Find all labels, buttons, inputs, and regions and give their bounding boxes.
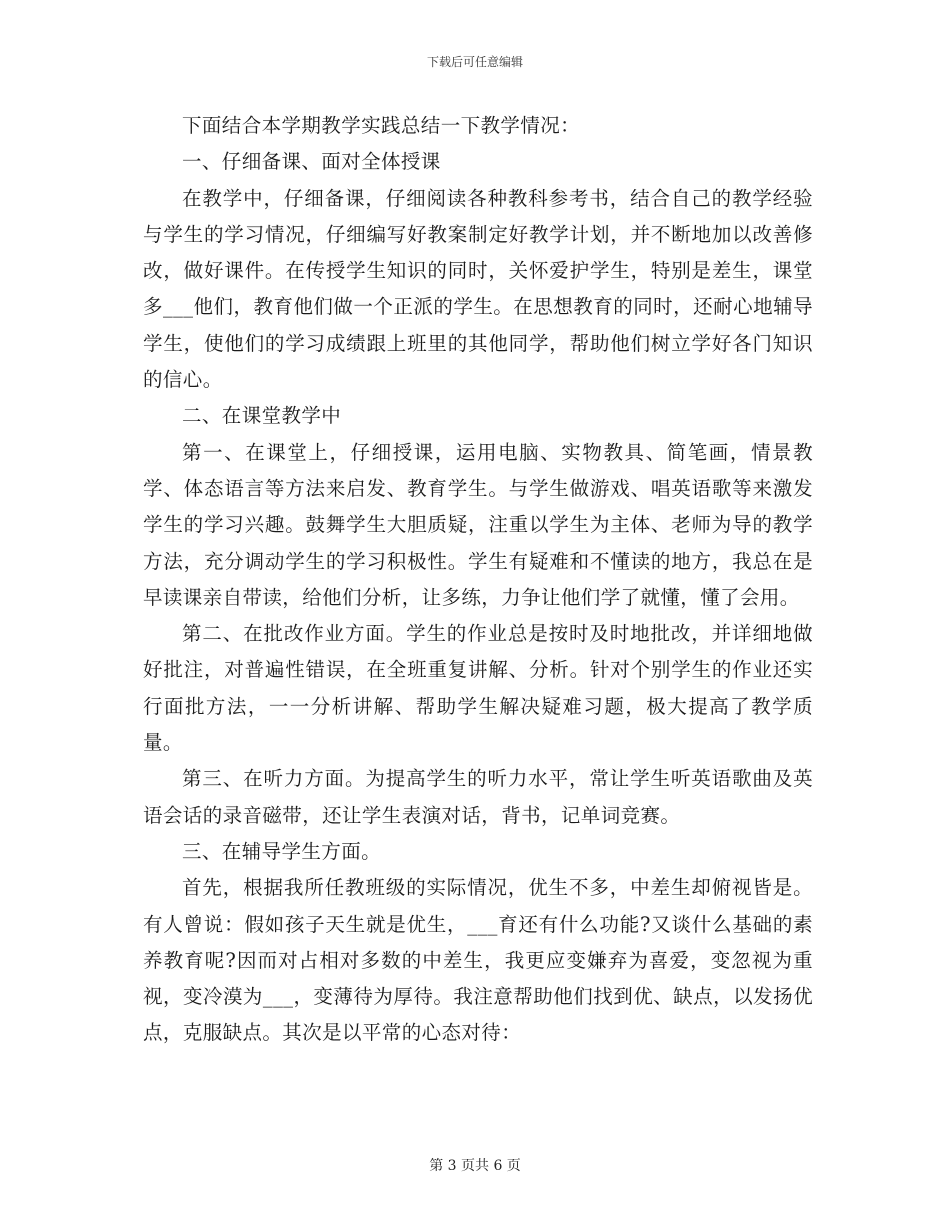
- paragraph-point-3: 第三、在听力方面。为提高学生的听力水平，常让学生听英语歌曲及英语会话的录音磁带，还让学生表演对话，背书，记单词竞赛。: [143, 767, 813, 827]
- paragraph-point-2: 第二、在批改作业方面。学生的作业总是按时及时地批改，并详细地做好批注，对普遍性错误，在全班重复讲解、分析。针对个别学生的作业还实行面批方法，一一分析讲解、帮助学生解决疑难习题，极大提高了教学质量。: [143, 622, 813, 755]
- section-heading-2: 二、在课堂教学中: [182, 404, 342, 428]
- page-footer: 第 3 页共 6 页: [429, 1158, 521, 1174]
- section-heading-1: 一、仔细备课、面对全体授课: [182, 150, 441, 174]
- page-header: 下载后可任意编辑: [426, 55, 523, 69]
- section-heading-3: 三、在辅导学生方面。: [182, 839, 382, 863]
- paragraph-point-1: 第一、在课堂上，仔细授课，运用电脑、实物教具、简笔画，情景教学、体态语言等方法来启发、教育学生。与学生做游戏、唱英语歌等来激发学生的学习兴趣。鼓舞学生大胆质疑，注重以学生为主体、老师为导的教学方法，充分调动学生的学习积极性。学生有疑难和不懂读的地方，我总在是早读课亲自带读，给他们分析，让多练，力争让他们学了就懂，懂了会用。: [143, 440, 813, 609]
- paragraph-section-1: 在教学中，仔细备课，仔细阅读各种教科参考书，结合自己的教学经验与学生的学习情况，仔细编写好教案制定好教学计划，并不断地加以改善修改，做好课件。在传授学生知识的同时，关怀爱护学生，特别是差生，课堂多___他们，教育他们做一个正派的学生。在思想教育的同时，还耐心地辅导学生，使他们的学习成绩跟上班里的其他同学，帮助他们树立学好各门知识的信心。: [143, 186, 813, 392]
- paragraph-section-3: 首先，根据我所任教班级的实际情况，优生不多，中差生却俯视皆是。有人曾说：假如孩子天生就是优生，___育还有什么功能?又谈什么基础的素养教育呢?因而对占相对多数的中差生，我更应变嫌弃为喜爱，变忽视为重视，变冷漠为___，变薄待为厚待。我注意帮助他们找到优、缺点，以发扬优点，克服缺点。其次是以平常的心态对待：: [143, 876, 813, 1045]
- document-body: [143, 108, 813, 1052]
- paragraph-intro: 下面结合本学期教学实践总结一下教学情况：: [182, 114, 581, 137]
